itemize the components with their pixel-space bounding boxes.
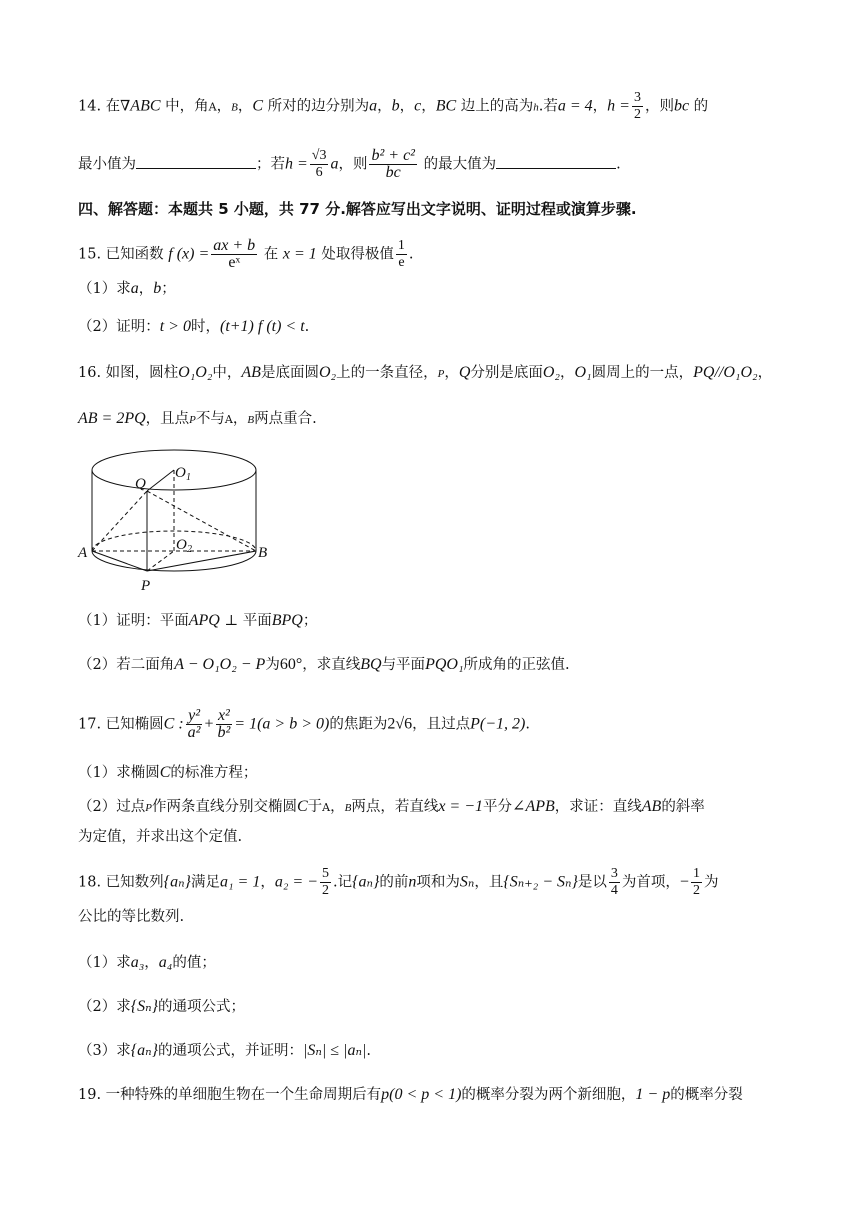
segment-qb [147, 491, 256, 551]
q15-part1: （1）求a，b； [78, 280, 176, 297]
segment-qo1 [147, 470, 174, 491]
label-o1: O [175, 465, 186, 481]
q18-line1: 18. 已知数列{aₙ}满足a₁ = 1，a₂ = − $\frac{5}{2}$ .记{aₙ}的前n项和为Sₙ，且{Sₙ₊₂ − Sₙ}是以 $\frac{3}{4}$ 为首项，− $\frac{1}{2}$ 为 [78, 866, 719, 898]
q16-part2: （2）若二面角A − O₁O₂ − P为60°，求直线BQ与平面PQO₁所成角的正弦值. [78, 656, 570, 673]
section-heading: 四、解答题：本题共 5 小题，共 77 分.解答应写出文字说明、证明过程或演算步骤. [78, 200, 637, 218]
q14-line1: 14. 在∇ABC 中，角A，B，C 所对的边分别为a，b，c，BC 边上的高为h.若a = 4，h = $\frac{3}{2}$ ，则bc 的 [78, 90, 709, 122]
q19-line1: 19. 一种特殊的单细胞生物在一个生命周期后有p(0 < p < 1)的概率分裂为两个新细胞，1 − p的概率分裂 [78, 1086, 743, 1103]
q17-line1: 17. 已知椭圆C : $\frac{\text{y²}}{\text{a²}}$ + $\frac{\text{x²}}{\text{b²}}$ = 1(a > b > 0)的焦距为2√6，且过点P(−1, 2). [78, 707, 530, 741]
label-a: A [78, 545, 88, 561]
answer-blank-1[interactable] [136, 154, 256, 169]
segment-ap [92, 551, 147, 571]
label-o2-sub: 2 [187, 544, 192, 555]
q16-line1: 16. 如图，圆柱O₁O₂中，AB是底面圆O₂上的一条直径，P，Q分别是底面O₂，O₁圆周上的一点，PQ//O₁O₂， [78, 364, 773, 381]
segment-po2 [147, 551, 174, 571]
answer-blank-2[interactable] [496, 154, 616, 169]
label-o2: O [176, 537, 187, 553]
q15-line1: 15. 已知函数 f (x) = $\frac{ax + b}{\text{eˣ}}$ 在 x = 1 处取得极值 $\frac{1}{e}$ . [78, 237, 414, 271]
label-p: P [141, 578, 151, 594]
q17-part2-line1: （2）过点P作两条直线分别交椭圆C于A，B两点，若直线x = −1平分∠APB，求证：直线AB的斜率 [78, 798, 705, 815]
segment-aq [92, 491, 147, 551]
q16-line2: AB = 2PQ，且点P不与A，B两点重合. [78, 410, 317, 427]
cylinder-figure [75, 445, 275, 600]
label-o1-sub: 1 [186, 472, 191, 483]
bottom-front-arc [92, 551, 256, 571]
q18-line2: 公比的等比数列. [78, 909, 185, 925]
q15-part2: （2）证明：t > 0时，(t+1) f (t) < t. [78, 318, 310, 335]
q16-part1: （1）证明：平面APQ ⊥ 平面BPQ； [78, 612, 318, 629]
q18-part2: （2）求{Sₙ}的通项公式； [78, 998, 246, 1015]
q17-part1: （1）求椭圆C的标准方程； [78, 764, 258, 781]
q18-part1: （1）求a₃，a₄的值； [78, 954, 216, 971]
label-q: Q [135, 476, 146, 492]
q18-part3: （3）求{aₙ}的通项公式，并证明：|Sₙ| ≤ |aₙ|. [78, 1042, 371, 1059]
q14-line2: 最小值为 ；若h = $\frac{√3}{6}$ a，则 $\frac{\text{b² + c²}}{bc}$ 的最大值为 . [78, 147, 621, 181]
segment-pb [147, 551, 256, 571]
q17-part2-line2: 为定值，并求出这个定值. [78, 829, 243, 845]
label-b: B [258, 545, 268, 561]
